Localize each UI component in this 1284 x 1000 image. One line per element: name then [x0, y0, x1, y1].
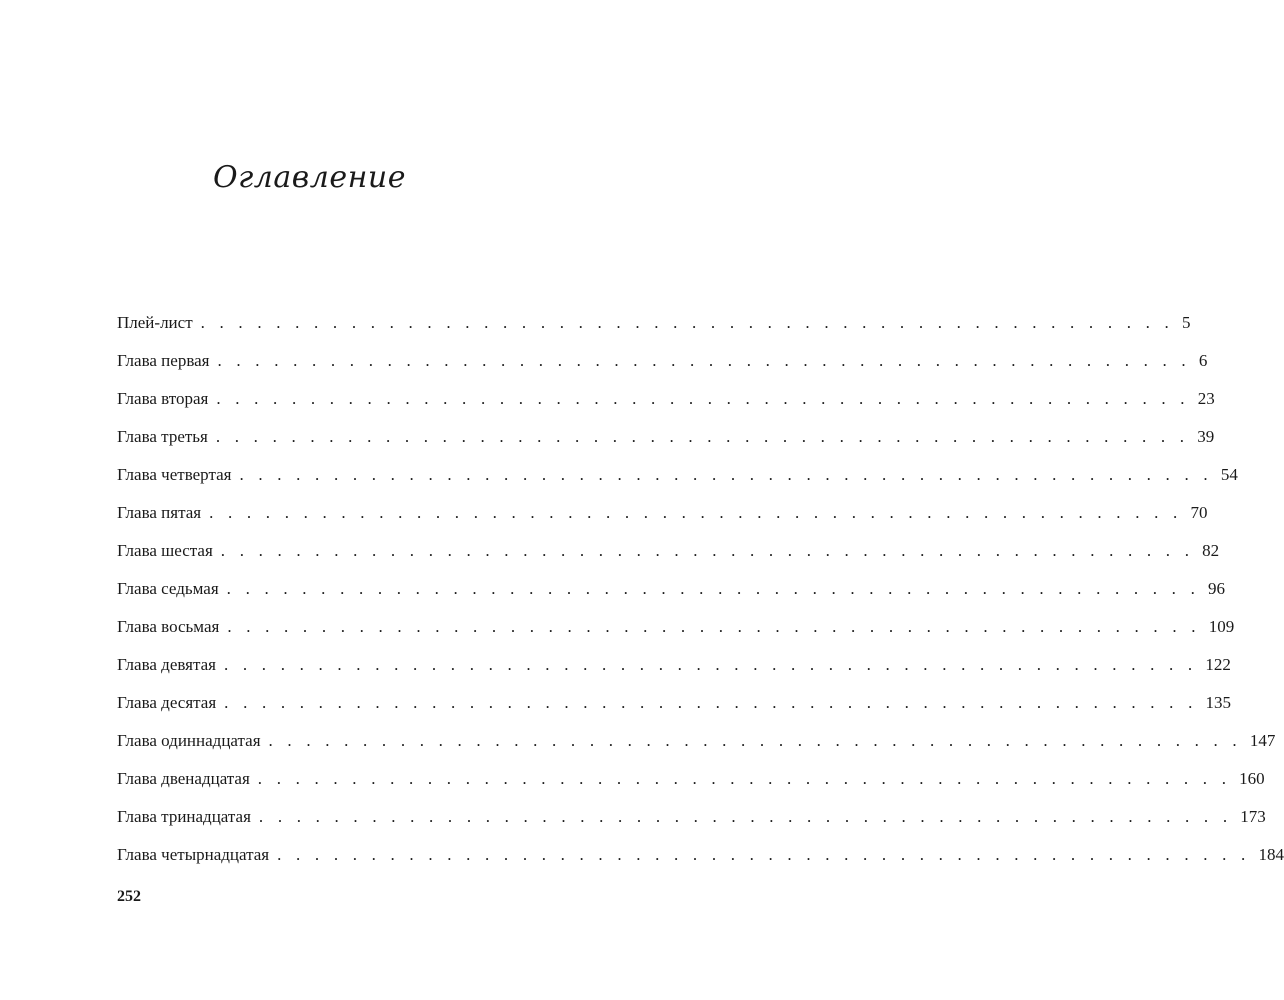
dot-leader: . . . . . . . . . . . . . . . . . . . . . . . . . . . . . . . . . . . . . . . . . . . . . . . . . . . . — [268, 731, 1242, 750]
toc-entry-page: 23 — [1197, 389, 1215, 408]
toc-entry[interactable] — [117, 579, 1226, 617]
toc-entry-page: 6 — [1198, 351, 1208, 370]
toc-entry-label: Глава тринадцатая — [117, 807, 251, 826]
toc-entry-label: Глава восьмая — [117, 617, 220, 636]
toc-entry[interactable] — [117, 731, 1276, 769]
toc-entry[interactable] — [117, 351, 1208, 389]
toc-entry-label: Глава третья — [117, 427, 208, 446]
toc-entry[interactable] — [117, 617, 1235, 655]
toc-entry-page: 96 — [1208, 579, 1226, 598]
page-title: Оглавление — [213, 160, 406, 195]
toc-entry[interactable] — [117, 503, 1208, 541]
toc-entry[interactable] — [117, 807, 1266, 845]
toc-entry[interactable] — [117, 845, 1284, 883]
toc-entry[interactable] — [117, 541, 1220, 579]
table-of-contents — [117, 313, 1284, 883]
dot-leader: . . . . . . . . . . . . . . . . . . . . . . . . . . . . . . . . . . . . . . . . . . . . . . . . . . . . — [227, 617, 1201, 636]
toc-entry-page: 70 — [1190, 503, 1208, 522]
toc-entry-page: 122 — [1205, 655, 1231, 674]
dot-leader: . . . . . . . . . . . . . . . . . . . . . . . . . . . . . . . . . . . . . . . . . . . . . . . . . . . . — [277, 845, 1251, 864]
toc-entry-page: 54 — [1220, 465, 1238, 484]
toc-entry-label: Глава одиннадцатая — [117, 731, 261, 750]
dot-leader: . . . . . . . . . . . . . . . . . . . . . . . . . . . . . . . . . . . . . . . . . . . . . . . . . . . . — [217, 351, 1191, 370]
toc-entry[interactable] — [117, 313, 1191, 351]
dot-leader: . . . . . . . . . . . . . . . . . . . . . . . . . . . . . . . . . . . . . . . . . . . . . . . . . . . . — [239, 465, 1213, 484]
dot-leader: . . . . . . . . . . . . . . . . . . . . . . . . . . . . . . . . . . . . . . . . . . . . . . . . . . . . — [224, 655, 1198, 674]
toc-entry-label: Глава десятая — [117, 693, 217, 712]
toc-entry[interactable] — [117, 465, 1238, 503]
toc-entry-page: 173 — [1240, 807, 1266, 826]
dot-leader: . . . . . . . . . . . . . . . . . . . . . . . . . . . . . . . . . . . . . . . . . . . . . . . . . . . . — [220, 541, 1195, 560]
toc-entry-page: 135 — [1205, 693, 1232, 712]
dot-leader: . . . . . . . . . . . . . . . . . . . . . . . . . . . . . . . . . . . . . . . . . . . . . . . . . . . . — [257, 769, 1232, 788]
toc-entry[interactable] — [117, 655, 1231, 693]
dot-leader: . . . . . . . . . . . . . . . . . . . . . . . . . . . . . . . . . . . . . . . . . . . . . . . . . . . . — [224, 693, 1198, 712]
toc-entry-label: Глава седьмая — [117, 579, 219, 598]
page-number: 252 — [117, 888, 141, 905]
toc-entry-page: 5 — [1181, 313, 1191, 332]
toc-entry-page: 39 — [1197, 427, 1215, 446]
toc-entry-page: 184 — [1258, 845, 1284, 864]
dot-leader: . . . . . . . . . . . . . . . . . . . . . . . . . . . . . . . . . . . . . . . . . . . . . . . . . . . . — [209, 503, 1183, 522]
toc-entry-label: Глава шестая — [117, 541, 213, 560]
dot-leader: . . . . . . . . . . . . . . . . . . . . . . . . . . . . . . . . . . . . . . . . . . . . . . . . . . . . — [215, 427, 1190, 446]
toc-entry[interactable] — [117, 769, 1265, 807]
toc-entry-label: Глава первая — [117, 351, 210, 370]
dot-leader: . . . . . . . . . . . . . . . . . . . . . . . . . . . . . . . . . . . . . . . . . . . . . . . . . . . . — [216, 389, 1190, 408]
toc-entry-label: Глава девятая — [117, 655, 216, 674]
toc-entry-label: Глава двенадцатая — [117, 769, 250, 788]
toc-entry-page: 147 — [1249, 731, 1276, 750]
toc-entry-label: Глава четырнадцатая — [117, 845, 270, 864]
toc-entry-label: Глава пятая — [117, 503, 202, 522]
dot-leader: . . . . . . . . . . . . . . . . . . . . . . . . . . . . . . . . . . . . . . . . . . . . . . . . . . . . — [226, 579, 1201, 598]
toc-entry-page: 160 — [1239, 769, 1265, 788]
toc-entry[interactable] — [117, 427, 1215, 465]
toc-entry-page: 82 — [1202, 541, 1220, 560]
toc-entry-page: 109 — [1208, 617, 1235, 636]
dot-leader: . . . . . . . . . . . . . . . . . . . . . . . . . . . . . . . . . . . . . . . . . . . . . . . . . . . . — [200, 313, 1174, 332]
toc-entry-label: Глава четвертая — [117, 465, 232, 484]
dot-leader: . . . . . . . . . . . . . . . . . . . . . . . . . . . . . . . . . . . . . . . . . . . . . . . . . . . . — [258, 807, 1233, 826]
toc-entry[interactable] — [117, 389, 1215, 427]
toc-entry[interactable] — [117, 693, 1232, 731]
toc-entry-label: Глава вторая — [117, 389, 209, 408]
toc-entry-label: Плей-лист — [117, 313, 193, 332]
